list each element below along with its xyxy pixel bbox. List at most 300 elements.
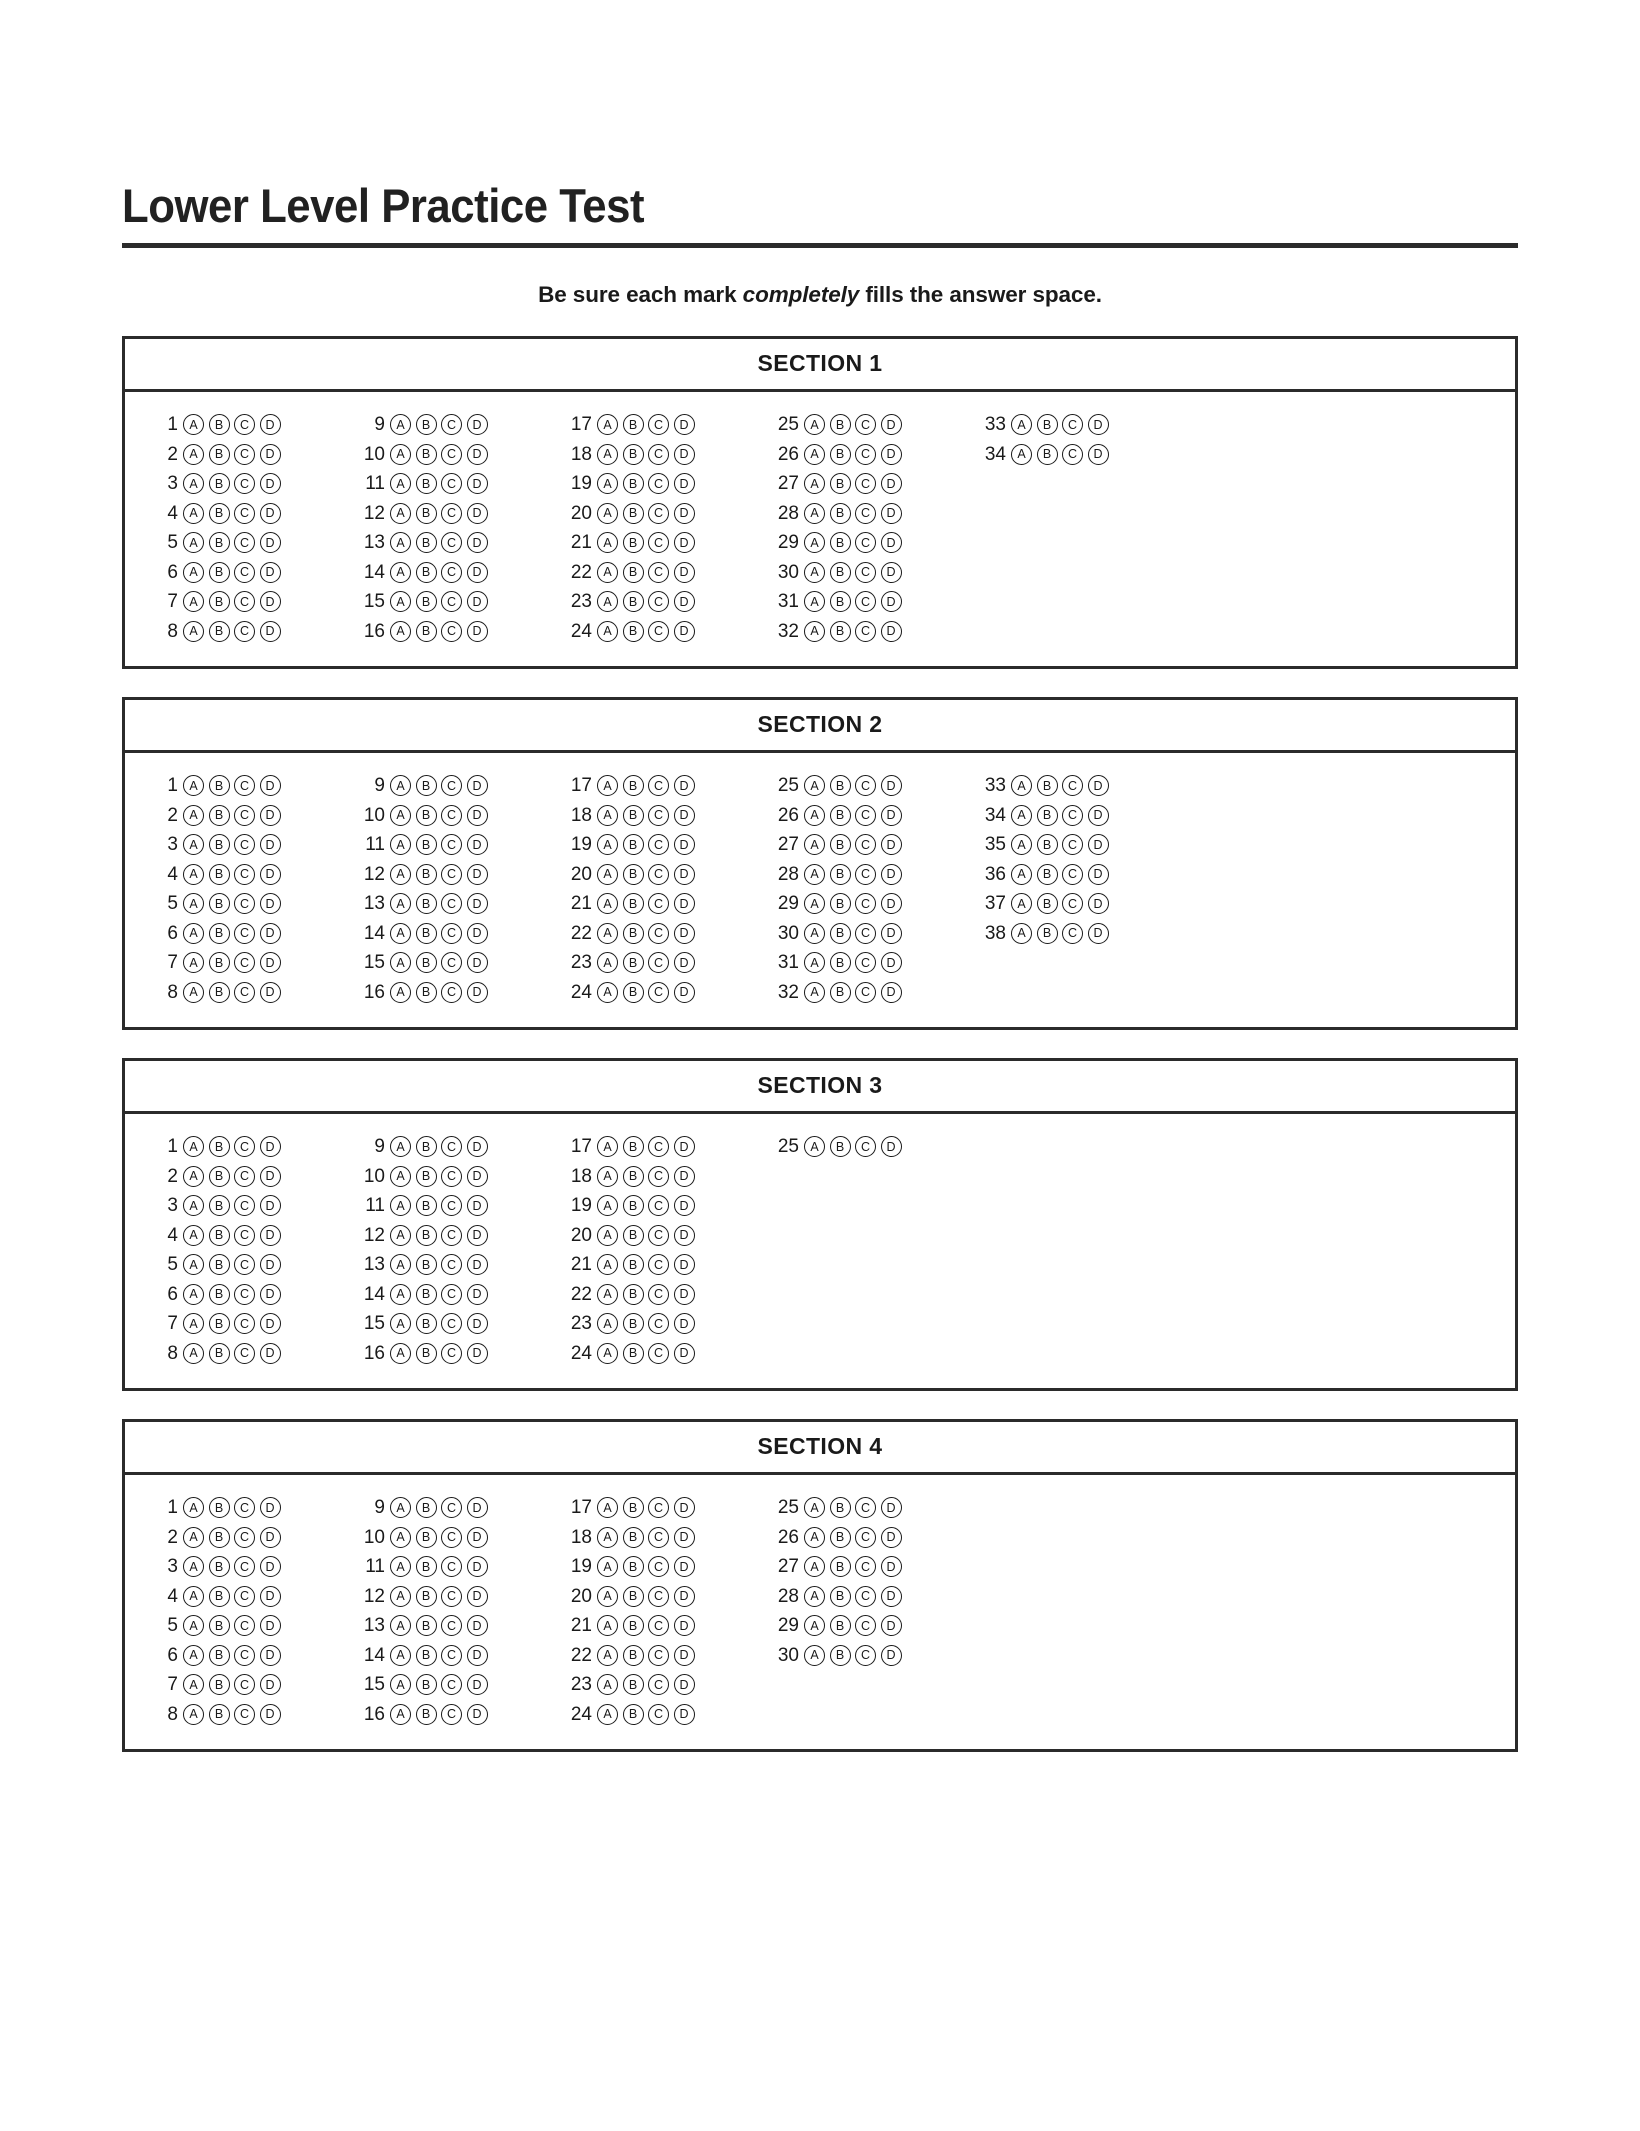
answer-bubble-d[interactable]: D <box>467 834 488 855</box>
answer-bubble-b[interactable]: B <box>209 1136 230 1157</box>
answer-bubble-d[interactable]: D <box>260 805 281 826</box>
answer-bubble-a[interactable]: A <box>183 532 204 553</box>
answer-bubble-b[interactable]: B <box>830 1586 851 1607</box>
answer-bubble-d[interactable]: D <box>467 503 488 524</box>
answer-bubble-c[interactable]: C <box>648 805 669 826</box>
answer-bubble-d[interactable]: D <box>674 503 695 524</box>
answer-bubble-d[interactable]: D <box>260 414 281 435</box>
answer-bubble-c[interactable]: C <box>441 1343 462 1364</box>
answer-bubble-b[interactable]: B <box>623 444 644 465</box>
answer-bubble-d[interactable]: D <box>467 893 488 914</box>
answer-bubble-b[interactable]: B <box>209 1343 230 1364</box>
answer-bubble-c[interactable]: C <box>855 444 876 465</box>
answer-bubble-b[interactable]: B <box>209 591 230 612</box>
answer-bubble-b[interactable]: B <box>416 1195 437 1216</box>
answer-bubble-d[interactable]: D <box>260 591 281 612</box>
answer-bubble-d[interactable]: D <box>881 621 902 642</box>
answer-bubble-a[interactable]: A <box>1011 775 1032 796</box>
answer-bubble-c[interactable]: C <box>648 1586 669 1607</box>
answer-bubble-c[interactable]: C <box>648 473 669 494</box>
answer-bubble-a[interactable]: A <box>390 1254 411 1275</box>
answer-bubble-b[interactable]: B <box>623 1645 644 1666</box>
answer-bubble-b[interactable]: B <box>209 1527 230 1548</box>
answer-bubble-c[interactable]: C <box>234 1704 255 1725</box>
answer-bubble-a[interactable]: A <box>597 1195 618 1216</box>
answer-bubble-c[interactable]: C <box>648 414 669 435</box>
answer-bubble-c[interactable]: C <box>234 1497 255 1518</box>
answer-bubble-c[interactable]: C <box>234 1284 255 1305</box>
answer-bubble-d[interactable]: D <box>467 864 488 885</box>
answer-bubble-d[interactable]: D <box>467 923 488 944</box>
answer-bubble-c[interactable]: C <box>855 591 876 612</box>
answer-bubble-c[interactable]: C <box>234 834 255 855</box>
answer-bubble-a[interactable]: A <box>597 1527 618 1548</box>
answer-bubble-d[interactable]: D <box>674 775 695 796</box>
answer-bubble-b[interactable]: B <box>830 1497 851 1518</box>
answer-bubble-b[interactable]: B <box>830 591 851 612</box>
answer-bubble-b[interactable]: B <box>209 1254 230 1275</box>
answer-bubble-b[interactable]: B <box>416 893 437 914</box>
answer-bubble-d[interactable]: D <box>1088 414 1109 435</box>
answer-bubble-b[interactable]: B <box>209 444 230 465</box>
answer-bubble-c[interactable]: C <box>1062 834 1083 855</box>
answer-bubble-d[interactable]: D <box>1088 923 1109 944</box>
answer-bubble-d[interactable]: D <box>674 923 695 944</box>
answer-bubble-a[interactable]: A <box>804 532 825 553</box>
answer-bubble-b[interactable]: B <box>209 1556 230 1577</box>
answer-bubble-b[interactable]: B <box>209 864 230 885</box>
answer-bubble-c[interactable]: C <box>441 1254 462 1275</box>
answer-bubble-d[interactable]: D <box>674 532 695 553</box>
answer-bubble-b[interactable]: B <box>1037 414 1058 435</box>
answer-bubble-b[interactable]: B <box>623 923 644 944</box>
answer-bubble-d[interactable]: D <box>674 1195 695 1216</box>
answer-bubble-a[interactable]: A <box>597 473 618 494</box>
answer-bubble-d[interactable]: D <box>260 1254 281 1275</box>
answer-bubble-b[interactable]: B <box>209 775 230 796</box>
answer-bubble-a[interactable]: A <box>183 1313 204 1334</box>
answer-bubble-c[interactable]: C <box>441 473 462 494</box>
answer-bubble-b[interactable]: B <box>623 1136 644 1157</box>
answer-bubble-a[interactable]: A <box>390 1645 411 1666</box>
answer-bubble-a[interactable]: A <box>390 473 411 494</box>
answer-bubble-b[interactable]: B <box>416 1704 437 1725</box>
answer-bubble-d[interactable]: D <box>467 1136 488 1157</box>
answer-bubble-b[interactable]: B <box>830 864 851 885</box>
answer-bubble-b[interactable]: B <box>416 1615 437 1636</box>
answer-bubble-c[interactable]: C <box>855 1527 876 1548</box>
answer-bubble-b[interactable]: B <box>416 444 437 465</box>
answer-bubble-b[interactable]: B <box>830 923 851 944</box>
answer-bubble-a[interactable]: A <box>183 591 204 612</box>
answer-bubble-c[interactable]: C <box>441 562 462 583</box>
answer-bubble-a[interactable]: A <box>804 1556 825 1577</box>
answer-bubble-d[interactable]: D <box>260 952 281 973</box>
answer-bubble-a[interactable]: A <box>597 1284 618 1305</box>
answer-bubble-d[interactable]: D <box>881 952 902 973</box>
answer-bubble-a[interactable]: A <box>390 1313 411 1334</box>
answer-bubble-c[interactable]: C <box>648 1674 669 1695</box>
answer-bubble-a[interactable]: A <box>183 562 204 583</box>
answer-bubble-d[interactable]: D <box>881 893 902 914</box>
answer-bubble-a[interactable]: A <box>597 1704 618 1725</box>
answer-bubble-b[interactable]: B <box>416 1136 437 1157</box>
answer-bubble-c[interactable]: C <box>648 1195 669 1216</box>
answer-bubble-c[interactable]: C <box>855 1556 876 1577</box>
answer-bubble-d[interactable]: D <box>1088 864 1109 885</box>
answer-bubble-d[interactable]: D <box>467 473 488 494</box>
answer-bubble-a[interactable]: A <box>183 1284 204 1305</box>
answer-bubble-d[interactable]: D <box>881 503 902 524</box>
answer-bubble-d[interactable]: D <box>674 1225 695 1246</box>
answer-bubble-c[interactable]: C <box>1062 444 1083 465</box>
answer-bubble-c[interactable]: C <box>648 864 669 885</box>
answer-bubble-c[interactable]: C <box>441 893 462 914</box>
answer-bubble-b[interactable]: B <box>416 834 437 855</box>
answer-bubble-c[interactable]: C <box>855 473 876 494</box>
answer-bubble-b[interactable]: B <box>830 503 851 524</box>
answer-bubble-a[interactable]: A <box>390 1527 411 1548</box>
answer-bubble-d[interactable]: D <box>260 775 281 796</box>
answer-bubble-d[interactable]: D <box>674 1284 695 1305</box>
answer-bubble-c[interactable]: C <box>441 952 462 973</box>
answer-bubble-a[interactable]: A <box>597 1254 618 1275</box>
answer-bubble-d[interactable]: D <box>674 893 695 914</box>
answer-bubble-c[interactable]: C <box>441 923 462 944</box>
answer-bubble-d[interactable]: D <box>260 532 281 553</box>
answer-bubble-a[interactable]: A <box>597 775 618 796</box>
answer-bubble-c[interactable]: C <box>234 591 255 612</box>
answer-bubble-c[interactable]: C <box>855 621 876 642</box>
answer-bubble-d[interactable]: D <box>1088 775 1109 796</box>
answer-bubble-b[interactable]: B <box>209 834 230 855</box>
answer-bubble-a[interactable]: A <box>183 1586 204 1607</box>
answer-bubble-b[interactable]: B <box>416 775 437 796</box>
answer-bubble-b[interactable]: B <box>209 1284 230 1305</box>
answer-bubble-c[interactable]: C <box>855 923 876 944</box>
answer-bubble-c[interactable]: C <box>855 952 876 973</box>
answer-bubble-d[interactable]: D <box>881 923 902 944</box>
answer-bubble-c[interactable]: C <box>234 952 255 973</box>
answer-bubble-d[interactable]: D <box>881 834 902 855</box>
answer-bubble-b[interactable]: B <box>830 621 851 642</box>
answer-bubble-a[interactable]: A <box>183 1254 204 1275</box>
answer-bubble-a[interactable]: A <box>1011 444 1032 465</box>
answer-bubble-b[interactable]: B <box>416 1645 437 1666</box>
answer-bubble-c[interactable]: C <box>234 1674 255 1695</box>
answer-bubble-b[interactable]: B <box>209 1195 230 1216</box>
answer-bubble-d[interactable]: D <box>674 1497 695 1518</box>
answer-bubble-a[interactable]: A <box>183 952 204 973</box>
answer-bubble-b[interactable]: B <box>209 893 230 914</box>
answer-bubble-b[interactable]: B <box>623 473 644 494</box>
answer-bubble-c[interactable]: C <box>648 591 669 612</box>
answer-bubble-c[interactable]: C <box>234 805 255 826</box>
answer-bubble-b[interactable]: B <box>830 444 851 465</box>
answer-bubble-a[interactable]: A <box>390 1615 411 1636</box>
answer-bubble-b[interactable]: B <box>830 473 851 494</box>
answer-bubble-a[interactable]: A <box>804 1615 825 1636</box>
answer-bubble-a[interactable]: A <box>390 1674 411 1695</box>
answer-bubble-a[interactable]: A <box>597 982 618 1003</box>
answer-bubble-b[interactable]: B <box>416 1586 437 1607</box>
answer-bubble-a[interactable]: A <box>183 414 204 435</box>
answer-bubble-a[interactable]: A <box>183 444 204 465</box>
answer-bubble-d[interactable]: D <box>881 473 902 494</box>
answer-bubble-c[interactable]: C <box>648 503 669 524</box>
answer-bubble-d[interactable]: D <box>674 1615 695 1636</box>
answer-bubble-a[interactable]: A <box>183 775 204 796</box>
answer-bubble-d[interactable]: D <box>1088 805 1109 826</box>
answer-bubble-a[interactable]: A <box>597 1586 618 1607</box>
answer-bubble-c[interactable]: C <box>441 775 462 796</box>
answer-bubble-d[interactable]: D <box>260 621 281 642</box>
answer-bubble-d[interactable]: D <box>260 1556 281 1577</box>
answer-bubble-a[interactable]: A <box>390 1497 411 1518</box>
answer-bubble-b[interactable]: B <box>416 503 437 524</box>
answer-bubble-a[interactable]: A <box>390 1195 411 1216</box>
answer-bubble-d[interactable]: D <box>881 1645 902 1666</box>
answer-bubble-b[interactable]: B <box>209 414 230 435</box>
answer-bubble-d[interactable]: D <box>674 1556 695 1577</box>
answer-bubble-d[interactable]: D <box>674 444 695 465</box>
answer-bubble-b[interactable]: B <box>830 775 851 796</box>
answer-bubble-a[interactable]: A <box>597 444 618 465</box>
answer-bubble-a[interactable]: A <box>804 1497 825 1518</box>
answer-bubble-c[interactable]: C <box>648 1704 669 1725</box>
answer-bubble-c[interactable]: C <box>441 1527 462 1548</box>
answer-bubble-c[interactable]: C <box>648 1254 669 1275</box>
answer-bubble-a[interactable]: A <box>183 982 204 1003</box>
answer-bubble-b[interactable]: B <box>623 591 644 612</box>
answer-bubble-b[interactable]: B <box>209 1225 230 1246</box>
answer-bubble-a[interactable]: A <box>390 621 411 642</box>
answer-bubble-c[interactable]: C <box>234 444 255 465</box>
answer-bubble-c[interactable]: C <box>441 805 462 826</box>
answer-bubble-b[interactable]: B <box>830 1645 851 1666</box>
answer-bubble-a[interactable]: A <box>804 834 825 855</box>
answer-bubble-b[interactable]: B <box>623 621 644 642</box>
answer-bubble-a[interactable]: A <box>597 532 618 553</box>
answer-bubble-c[interactable]: C <box>441 1615 462 1636</box>
answer-bubble-b[interactable]: B <box>830 414 851 435</box>
answer-bubble-b[interactable]: B <box>623 1313 644 1334</box>
answer-bubble-a[interactable]: A <box>804 952 825 973</box>
answer-bubble-b[interactable]: B <box>209 1615 230 1636</box>
answer-bubble-b[interactable]: B <box>623 775 644 796</box>
answer-bubble-c[interactable]: C <box>234 893 255 914</box>
answer-bubble-b[interactable]: B <box>623 864 644 885</box>
answer-bubble-d[interactable]: D <box>467 1556 488 1577</box>
answer-bubble-c[interactable]: C <box>441 1136 462 1157</box>
answer-bubble-a[interactable]: A <box>183 1556 204 1577</box>
answer-bubble-c[interactable]: C <box>648 1645 669 1666</box>
answer-bubble-c[interactable]: C <box>1062 923 1083 944</box>
answer-bubble-a[interactable]: A <box>804 414 825 435</box>
answer-bubble-c[interactable]: C <box>855 893 876 914</box>
answer-bubble-d[interactable]: D <box>260 1527 281 1548</box>
answer-bubble-c[interactable]: C <box>234 1195 255 1216</box>
answer-bubble-c[interactable]: C <box>855 1615 876 1636</box>
answer-bubble-c[interactable]: C <box>1062 805 1083 826</box>
answer-bubble-c[interactable]: C <box>855 805 876 826</box>
answer-bubble-c[interactable]: C <box>234 1313 255 1334</box>
answer-bubble-c[interactable]: C <box>648 1166 669 1187</box>
answer-bubble-d[interactable]: D <box>260 444 281 465</box>
answer-bubble-b[interactable]: B <box>209 532 230 553</box>
answer-bubble-a[interactable]: A <box>183 864 204 885</box>
answer-bubble-a[interactable]: A <box>183 1166 204 1187</box>
answer-bubble-b[interactable]: B <box>209 982 230 1003</box>
answer-bubble-c[interactable]: C <box>855 503 876 524</box>
answer-bubble-b[interactable]: B <box>623 1225 644 1246</box>
answer-bubble-a[interactable]: A <box>804 805 825 826</box>
answer-bubble-c[interactable]: C <box>441 591 462 612</box>
answer-bubble-b[interactable]: B <box>209 1586 230 1607</box>
answer-bubble-b[interactable]: B <box>830 982 851 1003</box>
answer-bubble-b[interactable]: B <box>623 532 644 553</box>
answer-bubble-b[interactable]: B <box>623 1195 644 1216</box>
answer-bubble-a[interactable]: A <box>183 1497 204 1518</box>
answer-bubble-b[interactable]: B <box>830 1136 851 1157</box>
answer-bubble-b[interactable]: B <box>209 1313 230 1334</box>
answer-bubble-a[interactable]: A <box>597 1645 618 1666</box>
answer-bubble-a[interactable]: A <box>597 864 618 885</box>
answer-bubble-b[interactable]: B <box>416 473 437 494</box>
answer-bubble-d[interactable]: D <box>260 1704 281 1725</box>
answer-bubble-d[interactable]: D <box>881 1527 902 1548</box>
answer-bubble-b[interactable]: B <box>209 473 230 494</box>
answer-bubble-a[interactable]: A <box>804 893 825 914</box>
answer-bubble-b[interactable]: B <box>416 1527 437 1548</box>
answer-bubble-d[interactable]: D <box>467 1645 488 1666</box>
answer-bubble-a[interactable]: A <box>390 591 411 612</box>
answer-bubble-d[interactable]: D <box>467 1497 488 1518</box>
answer-bubble-d[interactable]: D <box>674 1343 695 1364</box>
answer-bubble-b[interactable]: B <box>623 952 644 973</box>
answer-bubble-a[interactable]: A <box>597 1497 618 1518</box>
answer-bubble-c[interactable]: C <box>234 1166 255 1187</box>
answer-bubble-a[interactable]: A <box>390 562 411 583</box>
answer-bubble-a[interactable]: A <box>390 893 411 914</box>
answer-bubble-d[interactable]: D <box>467 952 488 973</box>
answer-bubble-c[interactable]: C <box>234 1343 255 1364</box>
answer-bubble-c[interactable]: C <box>441 1704 462 1725</box>
answer-bubble-c[interactable]: C <box>648 1313 669 1334</box>
answer-bubble-a[interactable]: A <box>597 1615 618 1636</box>
answer-bubble-c[interactable]: C <box>441 414 462 435</box>
answer-bubble-c[interactable]: C <box>441 1313 462 1334</box>
answer-bubble-a[interactable]: A <box>804 775 825 796</box>
answer-bubble-b[interactable]: B <box>1037 775 1058 796</box>
answer-bubble-d[interactable]: D <box>674 414 695 435</box>
answer-bubble-a[interactable]: A <box>804 1527 825 1548</box>
answer-bubble-d[interactable]: D <box>467 1225 488 1246</box>
answer-bubble-c[interactable]: C <box>1062 864 1083 885</box>
answer-bubble-a[interactable]: A <box>804 1645 825 1666</box>
answer-bubble-c[interactable]: C <box>648 621 669 642</box>
answer-bubble-a[interactable]: A <box>597 952 618 973</box>
answer-bubble-a[interactable]: A <box>183 1674 204 1695</box>
answer-bubble-c[interactable]: C <box>648 982 669 1003</box>
answer-bubble-a[interactable]: A <box>597 414 618 435</box>
answer-bubble-c[interactable]: C <box>1062 775 1083 796</box>
answer-bubble-c[interactable]: C <box>855 562 876 583</box>
answer-bubble-d[interactable]: D <box>260 1195 281 1216</box>
answer-bubble-d[interactable]: D <box>881 414 902 435</box>
answer-bubble-c[interactable]: C <box>234 1556 255 1577</box>
answer-bubble-c[interactable]: C <box>648 952 669 973</box>
answer-bubble-b[interactable]: B <box>1037 444 1058 465</box>
answer-bubble-b[interactable]: B <box>416 1284 437 1305</box>
answer-bubble-d[interactable]: D <box>674 864 695 885</box>
answer-bubble-d[interactable]: D <box>260 1313 281 1334</box>
answer-bubble-a[interactable]: A <box>390 1225 411 1246</box>
answer-bubble-a[interactable]: A <box>597 1556 618 1577</box>
answer-bubble-a[interactable]: A <box>597 1166 618 1187</box>
answer-bubble-a[interactable]: A <box>390 923 411 944</box>
answer-bubble-d[interactable]: D <box>674 621 695 642</box>
answer-bubble-d[interactable]: D <box>260 834 281 855</box>
answer-bubble-b[interactable]: B <box>1037 805 1058 826</box>
answer-bubble-d[interactable]: D <box>260 473 281 494</box>
answer-bubble-a[interactable]: A <box>597 1225 618 1246</box>
answer-bubble-a[interactable]: A <box>804 1136 825 1157</box>
answer-bubble-c[interactable]: C <box>441 1284 462 1305</box>
answer-bubble-a[interactable]: A <box>183 834 204 855</box>
answer-bubble-d[interactable]: D <box>674 562 695 583</box>
answer-bubble-d[interactable]: D <box>260 1284 281 1305</box>
answer-bubble-c[interactable]: C <box>855 1136 876 1157</box>
answer-bubble-d[interactable]: D <box>881 805 902 826</box>
answer-bubble-b[interactable]: B <box>623 1343 644 1364</box>
answer-bubble-a[interactable]: A <box>804 864 825 885</box>
answer-bubble-b[interactable]: B <box>416 923 437 944</box>
answer-bubble-c[interactable]: C <box>1062 893 1083 914</box>
answer-bubble-b[interactable]: B <box>416 952 437 973</box>
answer-bubble-b[interactable]: B <box>416 1497 437 1518</box>
answer-bubble-a[interactable]: A <box>597 1343 618 1364</box>
answer-bubble-b[interactable]: B <box>416 1556 437 1577</box>
answer-bubble-c[interactable]: C <box>234 1527 255 1548</box>
answer-bubble-c[interactable]: C <box>234 775 255 796</box>
answer-bubble-c[interactable]: C <box>648 1284 669 1305</box>
answer-bubble-c[interactable]: C <box>441 444 462 465</box>
answer-bubble-c[interactable]: C <box>855 1497 876 1518</box>
answer-bubble-c[interactable]: C <box>1062 414 1083 435</box>
answer-bubble-a[interactable]: A <box>183 1136 204 1157</box>
answer-bubble-d[interactable]: D <box>1088 893 1109 914</box>
answer-bubble-b[interactable]: B <box>830 805 851 826</box>
answer-bubble-c[interactable]: C <box>441 1645 462 1666</box>
answer-bubble-d[interactable]: D <box>674 473 695 494</box>
answer-bubble-c[interactable]: C <box>441 1166 462 1187</box>
answer-bubble-d[interactable]: D <box>881 444 902 465</box>
answer-bubble-b[interactable]: B <box>623 893 644 914</box>
answer-bubble-a[interactable]: A <box>390 864 411 885</box>
answer-bubble-b[interactable]: B <box>209 1674 230 1695</box>
answer-bubble-a[interactable]: A <box>804 923 825 944</box>
answer-bubble-a[interactable]: A <box>804 473 825 494</box>
answer-bubble-c[interactable]: C <box>648 444 669 465</box>
answer-bubble-b[interactable]: B <box>416 591 437 612</box>
answer-bubble-d[interactable]: D <box>881 1586 902 1607</box>
answer-bubble-d[interactable]: D <box>881 1136 902 1157</box>
answer-bubble-a[interactable]: A <box>1011 864 1032 885</box>
answer-bubble-a[interactable]: A <box>597 591 618 612</box>
answer-bubble-c[interactable]: C <box>855 1586 876 1607</box>
answer-bubble-a[interactable]: A <box>183 473 204 494</box>
